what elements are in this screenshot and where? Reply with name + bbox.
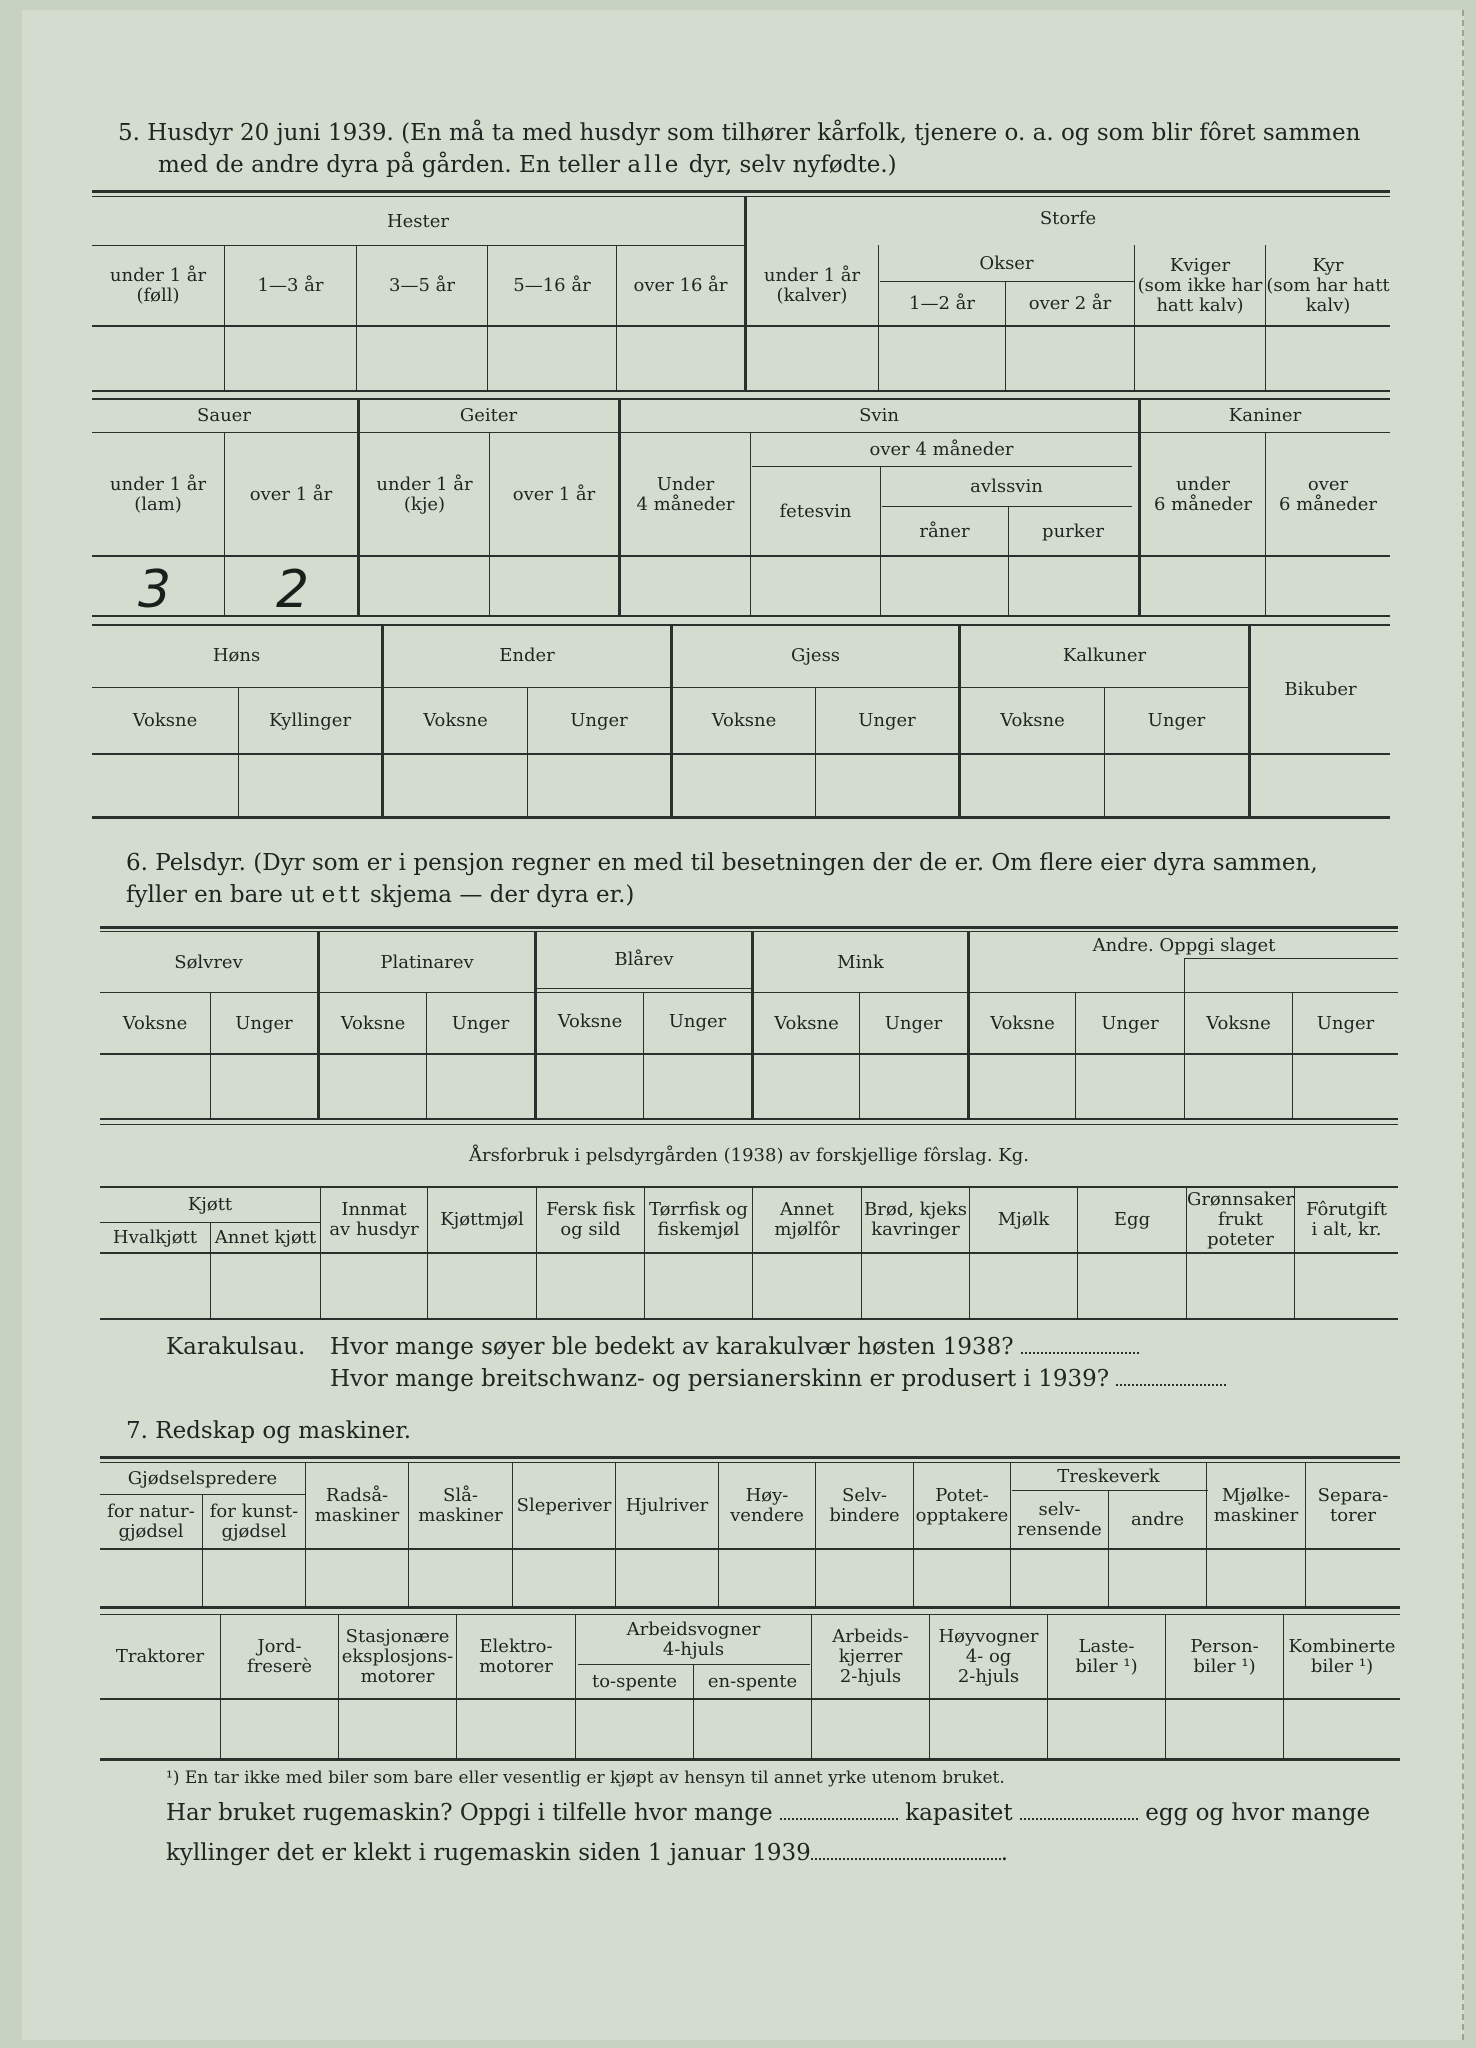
kaniner-under-6-header: under 6 måneder bbox=[1154, 473, 1252, 515]
forutgift-header: Fôrutgift i alt, kr. bbox=[1306, 1199, 1387, 1240]
elektromotorer-header: Elektro- motorer bbox=[479, 1636, 553, 1677]
andre-2-voksne-header: Voksne bbox=[1206, 1012, 1271, 1034]
bikuber-header: Bikuber bbox=[1284, 678, 1357, 700]
gjodselspredere-header: Gjødselspredere bbox=[127, 1468, 278, 1489]
hjulriver-header: Hjulriver bbox=[625, 1495, 709, 1516]
karakul-answer-2[interactable] bbox=[1116, 1380, 1226, 1386]
selvbindere-header: Selv- bindere bbox=[829, 1485, 900, 1526]
geiter-over-1-header: over 1 år bbox=[512, 483, 596, 505]
kaniner-over-6-header: over 6 måneder bbox=[1279, 473, 1377, 515]
gronnsaker-header: Grønnsaker frukt poteter bbox=[1186, 1189, 1295, 1250]
okser-over-2-header: over 2 år bbox=[1028, 293, 1112, 314]
svin-under-4-header: Under 4 måneder bbox=[636, 473, 735, 515]
gjess-unger-header: Unger bbox=[858, 710, 916, 731]
to-spente-header: to-spente bbox=[591, 1671, 678, 1692]
rugemaskin-line-2: kyllinger det er klekt i rugemaskin siden 1 januar 1939 . bbox=[166, 1840, 1009, 1866]
kyllinger-klekt-field[interactable] bbox=[811, 1854, 1001, 1860]
rugemaskin-kapasitet-field[interactable] bbox=[1020, 1814, 1138, 1820]
personbiler-header: Person- biler ¹) bbox=[1190, 1636, 1259, 1677]
kalkuner-voksne-header: Voksne bbox=[1000, 710, 1065, 731]
sauer-header: Sauer bbox=[197, 405, 251, 426]
hester-over-16-header: over 16 år bbox=[633, 275, 728, 296]
annet-mjolfor-header: Annet mjølfôr bbox=[774, 1199, 840, 1240]
andre-2-unger-header: Unger bbox=[1316, 1012, 1375, 1034]
sauer-over-1-header: over 1 år bbox=[249, 483, 333, 505]
selvrensende-header: selv- rensende bbox=[1017, 1499, 1102, 1540]
hester-under-1-header: under 1 år (føll) bbox=[109, 265, 207, 306]
platinarev-voksne-header: Voksne bbox=[340, 1012, 406, 1034]
mjolkemaskiner-header: Mjølke- maskiner bbox=[1213, 1485, 1299, 1526]
karakul-question-2: Hvor mange breitschwanz- og persianerskinn er produsert i 1939? bbox=[330, 1366, 1226, 1392]
lastebiler-header: Laste- biler ¹) bbox=[1075, 1636, 1138, 1677]
traktorer-header: Traktorer bbox=[115, 1646, 205, 1667]
storfe-header: Storfe bbox=[1039, 208, 1097, 229]
raner-header: råner bbox=[919, 520, 970, 542]
hester-3-5-header: 3—5 år bbox=[389, 275, 455, 296]
kviger-header: Kviger (som ikke har hatt kalv) bbox=[1137, 255, 1263, 316]
svin-over-4-header: over 4 måneder bbox=[869, 439, 1014, 460]
kaniner-header: Kaniner bbox=[1228, 405, 1302, 426]
ender-header: Ender bbox=[499, 645, 555, 666]
potetopptakere-header: Potet- opptakere bbox=[915, 1485, 1009, 1526]
footnote: ¹) En tar ikke med biler som bare eller vesentlig er kjøpt av hensyn til annet yrke utenom bruket. bbox=[166, 1768, 1005, 1788]
solvrev-voksne-header: Voksne bbox=[122, 1012, 188, 1034]
sauer-over-1-count-handwritten[interactable]: 2 bbox=[276, 560, 310, 620]
hons-kyllinger-header: Kyllinger bbox=[268, 710, 352, 731]
annet-kjott-header: Annet kjøtt bbox=[214, 1227, 317, 1248]
mink-voksne-header: Voksne bbox=[774, 1012, 839, 1034]
svin-header: Svin bbox=[859, 405, 899, 426]
avlssvin-header: avlssvin bbox=[970, 476, 1043, 497]
kalkuner-unger-header: Unger bbox=[1147, 710, 1206, 731]
purker-header: purker bbox=[1042, 520, 1104, 542]
radsamaskiner-header: Radså- maskiner bbox=[314, 1485, 400, 1526]
karakul-question-1: Hvor mange søyer ble bedekt av karakulvær høsten 1938? bbox=[330, 1334, 1139, 1360]
platinarev-header: Platinarev bbox=[380, 951, 474, 973]
slamaskiner-header: Slå- maskiner bbox=[418, 1485, 503, 1526]
geiter-header: Geiter bbox=[459, 405, 518, 426]
hons-voksne-header: Voksne bbox=[132, 710, 198, 731]
kyr-header: Kyr (som har hatt kalv) bbox=[1266, 255, 1390, 316]
ender-voksne-header: Voksne bbox=[423, 710, 488, 731]
blarev-voksne-header: Voksne bbox=[557, 1010, 623, 1032]
jordfresere-header: Jord- freserè bbox=[246, 1636, 313, 1677]
egg-header: Egg bbox=[1113, 1209, 1151, 1230]
lam-count-handwritten[interactable]: 3 bbox=[138, 560, 172, 620]
section-5-heading-line2: med de andre dyra på gården. En teller alle dyr, selv nyfødte.) bbox=[158, 152, 897, 178]
for-kunstgjodsel-header: for kunst- gjødsel bbox=[209, 1501, 299, 1542]
andre-1-unger-header: Unger bbox=[1101, 1012, 1159, 1034]
kombinerte-biler-header: Kombinerte biler ¹) bbox=[1288, 1636, 1396, 1677]
fetesvin-header: fetesvin bbox=[779, 500, 852, 522]
mjolk-header: Mjølk bbox=[997, 1209, 1050, 1230]
en-spente-header: en-spente bbox=[707, 1671, 798, 1692]
eksplosjonsmotorer-header: Stasjonære eksplosjons- motorer bbox=[341, 1626, 454, 1687]
andre-1-voksne-header: Voksne bbox=[990, 1012, 1055, 1034]
hons-header: Høns bbox=[212, 645, 261, 666]
blarev-unger-header: Unger bbox=[668, 1010, 727, 1032]
okser-header: Okser bbox=[979, 253, 1034, 274]
hester-header: Hester bbox=[386, 211, 450, 232]
kjott-header: Kjøtt bbox=[187, 1194, 233, 1215]
section-6-heading-line1: 6. Pelsdyr. (Dyr som er i pensjon regner en med til besetningen der de er. Om flere eier dyra sammen, bbox=[126, 850, 1318, 876]
separatorer-header: Separa- torer bbox=[1317, 1485, 1389, 1526]
platinarev-unger-header: Unger bbox=[451, 1012, 510, 1034]
sauer-under-1-header: under 1 år (lam) bbox=[109, 473, 207, 515]
blarev-header: Blårev bbox=[614, 949, 674, 970]
fersk-fisk-header: Fersk fisk og sild bbox=[546, 1199, 635, 1240]
andre-header: Andre. Oppgi slaget bbox=[1092, 934, 1276, 956]
kjottmjol-header: Kjøttmjøl bbox=[440, 1209, 524, 1230]
rugemaskin-count-field[interactable] bbox=[780, 1814, 898, 1820]
karakul-label: Karakulsau. bbox=[166, 1334, 306, 1360]
section-7-heading: 7. Redskap og maskiner. bbox=[126, 1418, 412, 1444]
mink-header: Mink bbox=[837, 951, 884, 973]
solvrev-unger-header: Unger bbox=[235, 1012, 293, 1034]
storfe-under-1-header: under 1 år (kalver) bbox=[763, 265, 861, 306]
gjess-voksne-header: Voksne bbox=[711, 710, 777, 731]
karakul-answer-1[interactable] bbox=[1021, 1348, 1139, 1354]
for-naturgjodsel-header: for natur- gjødsel bbox=[107, 1501, 195, 1542]
sleperiver-header: Sleperiver bbox=[516, 1495, 612, 1516]
hoyvogner-header: Høyvogner 4- og 2-hjuls bbox=[938, 1626, 1039, 1687]
section-6-heading-line2: fyller en bare ut ett skjema — der dyra er.) bbox=[126, 882, 635, 908]
treskeverk-andre-header: andre bbox=[1130, 1509, 1185, 1530]
innmat-header: Innmat av husdyr bbox=[329, 1199, 419, 1240]
kalkuner-header: Kalkuner bbox=[1062, 645, 1147, 666]
forbruk-title: Årsforbruk i pelsdyrgården (1938) av forskjellige fôrslag. Kg. bbox=[469, 1145, 1029, 1166]
section-5-heading-line1: 5. Husdyr 20 juni 1939. (En må ta med husdyr som tilhører kårfolk, tjenere o. a. og som blir fôret sammen bbox=[118, 120, 1361, 146]
hvalkjott-header: Hvalkjøtt bbox=[112, 1227, 198, 1248]
geiter-under-1-header: under 1 år (kje) bbox=[376, 473, 473, 515]
arbeidskjerrer-header: Arbeids- kjerrer 2-hjuls bbox=[832, 1626, 909, 1687]
arbeidsvogner-header: Arbeidsvogner 4-hjuls bbox=[626, 1619, 761, 1660]
solvrev-header: Sølvrev bbox=[174, 951, 243, 973]
hester-1-3-header: 1—3 år bbox=[257, 275, 324, 296]
mink-unger-header: Unger bbox=[884, 1012, 943, 1034]
treskeverk-header: Treskeverk bbox=[1057, 1466, 1160, 1487]
gjess-header: Gjess bbox=[790, 645, 841, 666]
hester-5-16-header: 5—16 år bbox=[513, 275, 591, 296]
torrfisk-header: Tørrfisk og fiskemjøl bbox=[649, 1199, 748, 1240]
brod-header: Brød, kjeks kavringer bbox=[864, 1199, 967, 1240]
ender-unger-header: Unger bbox=[570, 710, 628, 731]
okser-1-2-header: 1—2 år bbox=[909, 293, 975, 314]
hoyvendere-header: Høy- vendere bbox=[730, 1485, 804, 1526]
rugemaskin-line-1: Har bruket rugemaskin? Oppgi i tilfelle hvor mange kapasitet egg og hvor mange bbox=[166, 1800, 1371, 1826]
